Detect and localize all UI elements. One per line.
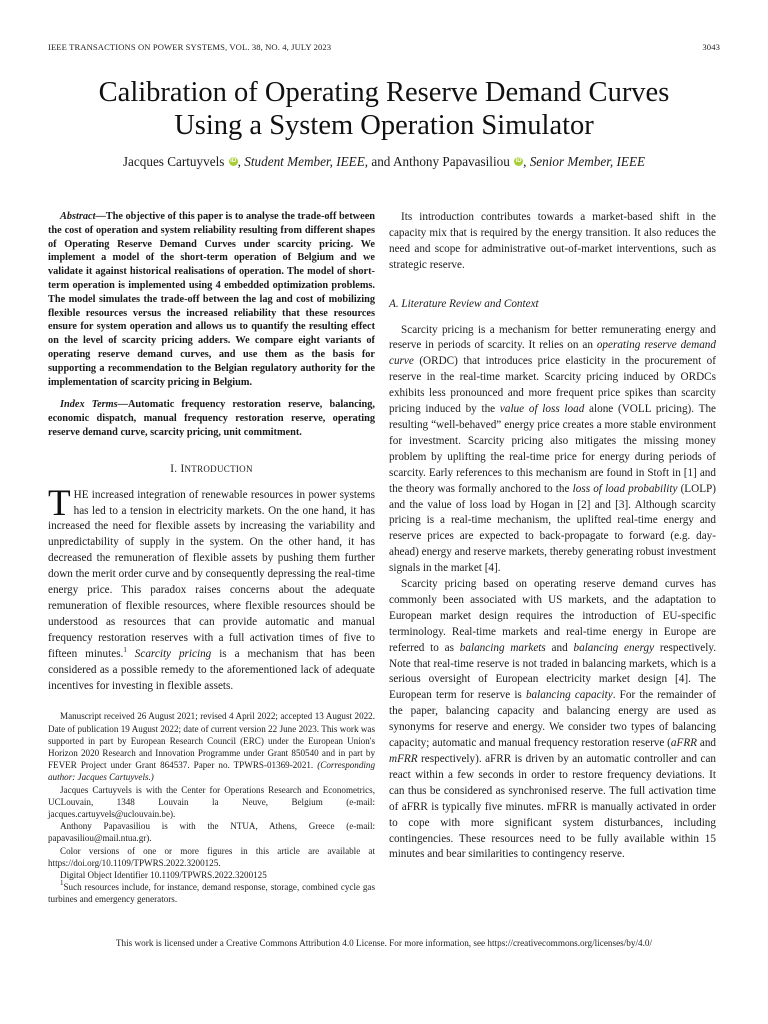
emphasis-text: mFRR bbox=[389, 753, 418, 765]
footnotes bbox=[48, 710, 375, 905]
paragraph-text: HE increased integration of renewable resources in power systems has led to a tension in electricity markets. On the one hand, it has increased the need for flexible assets by increasing the variability and unpredictability of supply in the system. On the other hand, it has decreased the remuneration of flexible assets by pushing them further down the merit order curve and by consequently depressing the real-time energy price. This paradox raises concerns about the adequate remuneration of flexible resources, where flexible resources should be understood as resources that can provide automatic and manual frequency restoration reserves with a full activation times of five to fifteen minutes. bbox=[48, 488, 375, 660]
footnote-text: Such resources include, for instance, demand response, storage, combined cycle gas turbines and emergency generators. bbox=[48, 882, 375, 905]
paragraph-text: and bbox=[545, 641, 574, 654]
color-note: Color versions of one or more figures in this article are available at https://doi.org/10.1109/TPWRS.2022.3200125. bbox=[48, 845, 375, 868]
author-role: Senior Member, IEEE bbox=[529, 154, 646, 169]
paragraph-text: respectively. Note that real-time reserve is not traded in balancing markets, which is a serious oversight of European electricity market design [4]. The European term for reserve is bbox=[389, 641, 716, 702]
drop-cap: T bbox=[48, 482, 71, 524]
paragraph-text: is a mechanism that has been considered as a possible remedy to the aforementioned lack of adequate incentives for investing in flexible assets. bbox=[48, 647, 376, 692]
manuscript-note bbox=[48, 710, 375, 783]
author-line: Jacques Cartuyvels iD , Student Member, IEEE, and Anthony Papavasiliou iD , Senior Member, IEEE bbox=[122, 154, 646, 169]
affiliation-2: Anthony Papavasiliou is with the NTUA, Athens, Greece (e-mail: papavasiliou@mail.ntua.gr). bbox=[48, 821, 375, 844]
emphasis-text: balancing capacity bbox=[525, 689, 613, 702]
paragraph-text: (LOLP) and the value of loss load by Hogan in [2] and [3]. Although scarcity pricing is a real-time mechanism, the uplifted real-time energy and reserve prices are expected to back-propagate to forward (e.g. day-ahead) energy and reserve markets, thereby generating robust investment signals in the market [4]. bbox=[389, 482, 716, 575]
doi-note: Digital Object Identifier 10.1109/TPWRS.2022.3200125 bbox=[60, 870, 267, 881]
affiliation-1: Jacques Cartuyvels is with the Center for Operations Research and Econometrics, UCLouvain, 1348 Louvain la Neuve, Belgium (e-mail: jacques.cartuyvels@uclouvain.be). bbox=[48, 784, 375, 820]
paper-title bbox=[40, 76, 728, 142]
orcid-icon[interactable]: iD bbox=[230, 158, 237, 164]
paragraph-text: Scarcity pricing is a mechanism for better remunerating energy and reserve in periods of scarcity. It relies on an bbox=[389, 323, 716, 352]
footnote-text: Manuscript received 26 August 2021; revised 4 April 2022; accepted 13 August 2022. Date of publication 19 August 2022; date of current version 22 June 2023. This work was supported in part by European Research Council (ERC) under the European Union's Horizon 2020 Research and Innovation Programme under Grant 850540 and in part by FEVER Project under Grant 864537. Paper no. TPWRS-01369-2021. bbox=[48, 711, 375, 771]
emphasis-text: balancing energy bbox=[573, 641, 655, 654]
corresponding-author: (Corresponding author: Jacques Cartuyvels.) bbox=[48, 760, 375, 783]
paragraph-text: . For the remainder of the paper, balancing capacity and balancing energy are used as synonyms for reserve and energy. We consider two types of balancing capacity; automatic and manual frequency restoration reserve ( bbox=[389, 689, 717, 750]
orcid-icon[interactable]: iD bbox=[515, 158, 522, 164]
page-number: 3043 bbox=[702, 42, 720, 52]
running-head bbox=[48, 42, 720, 52]
emphasis-text: loss of load probability bbox=[572, 482, 678, 495]
paper-title-line1: Calibration of Operating Reserve Demand Curves bbox=[98, 77, 670, 108]
paragraph-text: Scarcity pricing based on operating reserve demand curves has commonly been associated with US markets, and the adaptation to European market design requires the introduction of EU-specific terminology. Real-time markets and real-time energy in Europe are referred to as bbox=[389, 578, 716, 654]
footnote-1 bbox=[48, 881, 375, 905]
paragraph-text: (ORDC) that introduces price elasticity in the procurement of reserve in the real-time market. Scarcity pricing induced by ORDCs exhibits less pronounced and more frequent price spikes than scarcity pricing induced by the bbox=[389, 355, 716, 416]
right-column bbox=[389, 210, 716, 863]
section-numeral: I. bbox=[170, 462, 178, 475]
section-heading bbox=[48, 462, 375, 478]
index-terms-text: —Automatic frequency restoration reserve, balancing, economic dispatch, manual frequency restoration reserve, operating reserve demand curve, scarcity pricing, unit commitment. bbox=[48, 399, 375, 438]
paragraph-text: and bbox=[697, 737, 717, 750]
literature-paragraph-1 bbox=[389, 323, 716, 578]
index-terms-label: Index Terms bbox=[60, 399, 118, 411]
emphasis-text: balancing markets bbox=[459, 641, 546, 654]
paragraph-text: respectively). aFRR is driven by an automatic controller and can react within a few seconds in order to restore frequency deviations. It can thus be considered as synchronised reserve. The full activation time of aFRR is typically five minutes. mFRR is manually activated in order to cope with more significant system disturbances, including contingencies. These resources need to be fully available within 15 minutes and bear similarities to contingency reserve. bbox=[389, 753, 716, 861]
section-title-first: I bbox=[180, 462, 185, 475]
paragraph-text: alone (VOLL pricing). The resulting “well-behaved” energy price creates a more stable environment for investment. Scarcity pricing also mitigates the missing money problem by uplifting the real-time price for energy during periods of scarcity. Early references to this mechanism are found in Stoft in [1] and the theory was formally anchored to the bbox=[389, 403, 716, 495]
paper-title-line2: Using a System Operation Simulator bbox=[174, 110, 594, 141]
left-column bbox=[48, 210, 375, 906]
index-terms bbox=[48, 398, 375, 439]
author-connector: , and bbox=[364, 154, 393, 169]
emphasis-text: operating reserve demand curve bbox=[389, 339, 716, 368]
emphasis-text: aFRR bbox=[670, 737, 698, 750]
section-title-rest: NTRODUCTION bbox=[184, 463, 253, 474]
footnote-mark: 1 bbox=[60, 879, 64, 888]
author-role: Student Member, IEEE bbox=[244, 154, 365, 169]
literature-paragraph-2 bbox=[389, 577, 716, 863]
author-name: Anthony Papavasiliou bbox=[392, 154, 510, 169]
author-name: Jacques Cartuyvels bbox=[122, 154, 225, 169]
footnote-ref[interactable]: 1 bbox=[123, 645, 127, 654]
intro-continued: Its introduction contributes towards a market-based shift in the capacity mix that is required by the energy transition. It also reduces the need and scope for administrative out-of-market interventions, such as strategic reserve. bbox=[389, 211, 716, 271]
emphasis-text: value of loss load bbox=[499, 403, 585, 416]
abstract bbox=[48, 210, 375, 389]
emphasis-text: Scarcity pricing bbox=[134, 647, 212, 660]
license-footer: This work is licensed under a Creative Commons Attribution 4.0 License. For more information, see https://creativecommons.org/licenses/by/4.0/ bbox=[115, 938, 653, 948]
abstract-label: Abstract bbox=[60, 211, 96, 222]
abstract-text: —The objective of this paper is to analyse the trade-off between the cost of operation and system reliability resulting from different shapes of Operating Reserve Demand Curves under scarcity pricing. We implement a model of the short-term operation of Belgium and we validate it against historical realisations of operation. The model of short-term operation is implemented using 4 embedded optimization problems. The model simulates the trade-off between the lag and cost of mobilizing flexible resources versus the increased reliability that these resources ensure for system operation and allows us to quantify the resulting effect on the level of scarcity pricing adders. We compare eight variants of operating reserve demand curves, and use them as the basis for supporting a recommendation to the Belgian regulatory authority for the implementation of scarcity pricing in Belgium. bbox=[48, 211, 375, 388]
intro-paragraph bbox=[48, 482, 376, 695]
journal-name: IEEE TRANSACTIONS ON POWER SYSTEMS, VOL. 38, NO. 4, JULY 2023 bbox=[48, 42, 332, 52]
subsection-heading: A. Literature Review and Context bbox=[389, 297, 539, 310]
